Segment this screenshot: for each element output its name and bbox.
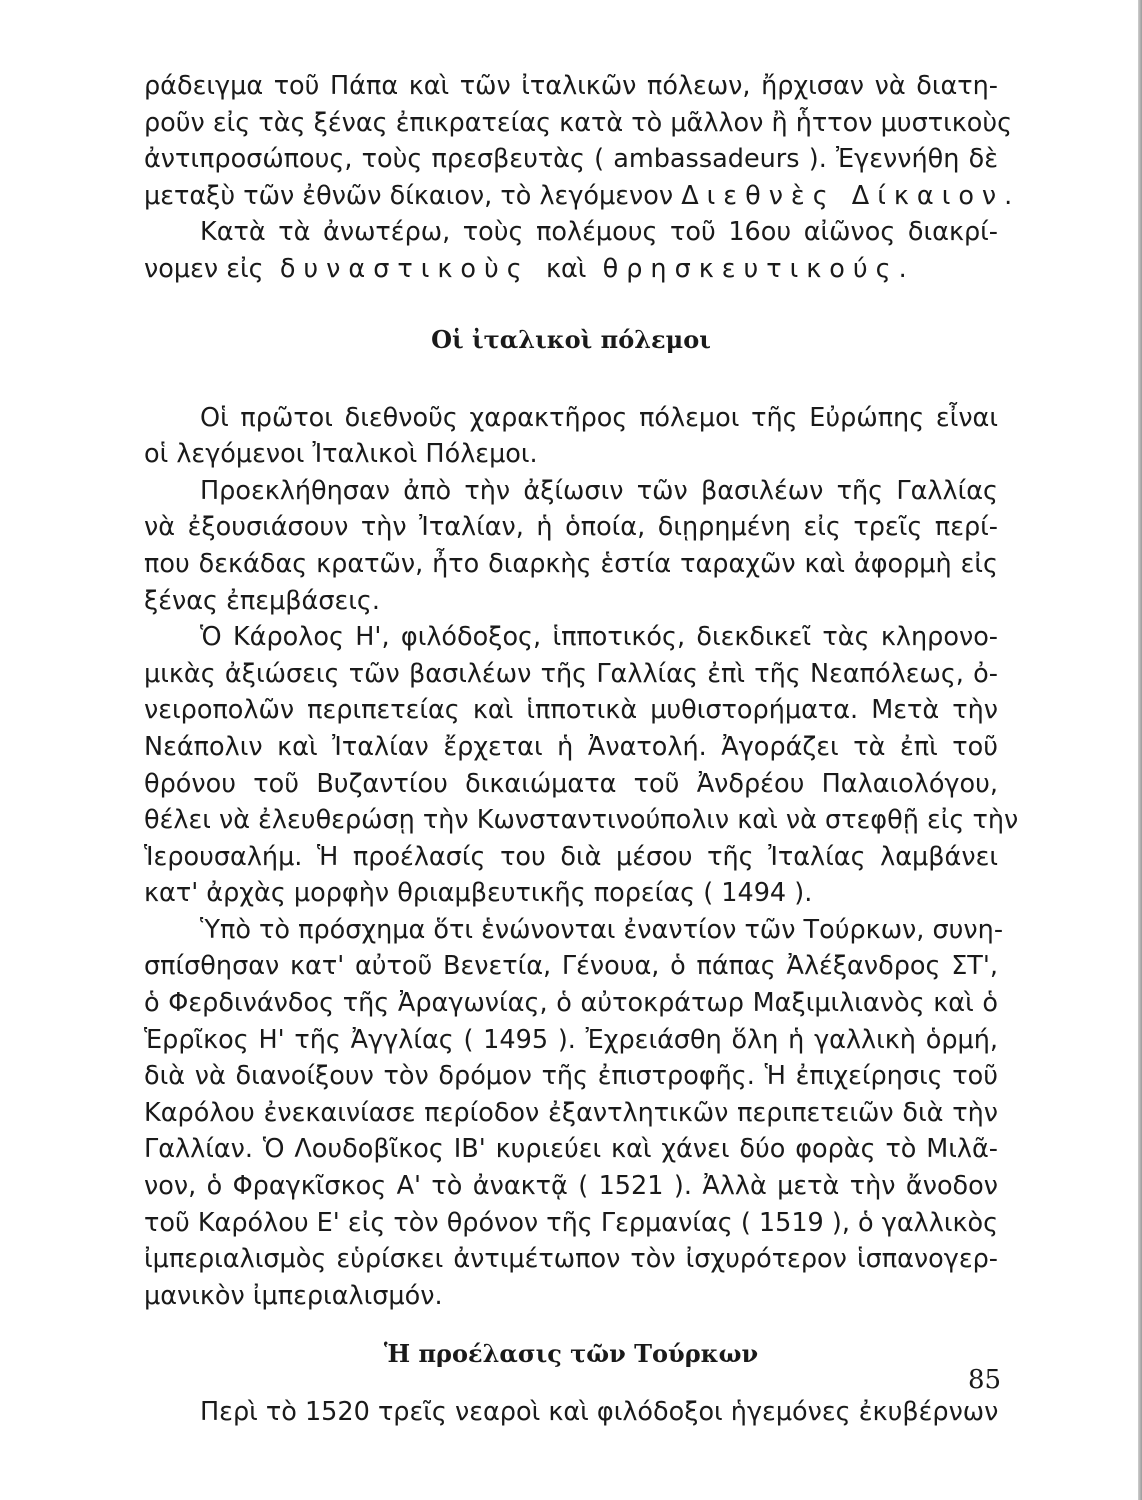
- text-line: μικὰς ἀξιώσεις τῶν βασιλέων τῆς Γαλλίας ἐπὶ τῆς Νεαπόλεως, ὀ-: [144, 658, 998, 689]
- spaced-term: θρησκευτικούς.: [602, 253, 915, 284]
- text-line: Οἱ πρῶτοι διεθνοῦς χαρακτῆρος πόλεμοι τῆς Εὐρώπης εἶναι: [200, 402, 998, 433]
- text-line: ξένας ἐπεμβάσεις.: [144, 585, 380, 616]
- text-line: Κατὰ τὰ ἀνωτέρω, τοὺς πολέμους τοῦ 16ου αἰῶνος διακρί-: [200, 217, 998, 248]
- text-line-prefix: νομεν εἰς: [144, 253, 264, 284]
- text-line: νειροπολῶν περιπετείας καὶ ἱπποτικὰ μυθιστορήματα. Μετὰ τὴν: [144, 695, 998, 726]
- section-heading: Οἱ ἰταλικοὶ πόλεμοι: [431, 324, 711, 354]
- text-line: νον, ὁ Φραγκῖσκος Α' τὸ ἀνακτᾷ ( 1521 ). Ἀλλὰ μετὰ τὴν ἄνοδον: [144, 1171, 998, 1202]
- text-line: ἀντιπροσώπους, τοὺς πρεσβευτὰς ( ambassadeurs ). Ἐγεννήθη δὲ: [144, 144, 998, 175]
- text-line: που δεκάδας κρατῶν, ἦτο διαρκὴς ἑστία ταραχῶν καὶ ἀφορμὴ εἰς: [144, 548, 998, 579]
- text-line: κατ' ἀρχὰς μορφὴν θριαμβευτικῆς πορείας ( 1494 ).: [144, 878, 813, 909]
- text-line: ἰμπεριαλισμὸς εὑρίσκει ἀντιμέτωπον τὸν ἰσχυρότερον ἱσπανογερ-: [144, 1244, 998, 1275]
- page-number: 85: [968, 1365, 1002, 1395]
- text-line: Καρόλου ἐνεκαινίασε περίοδον ἐξαντλητικῶν περιπετειῶν διὰ τὴν: [144, 1097, 998, 1128]
- text-line: [144, 178, 1021, 215]
- spaced-term: Διεθνὲς Δίκαιον.: [681, 180, 1021, 211]
- text-line: Περὶ τὸ 1520 τρεῖς νεαροὶ καὶ φιλόδοξοι ἡγεμόνες ἐκυβέρνων: [200, 1397, 999, 1428]
- text-line: Ἱερουσαλήμ. Ἡ προέλασίς του διὰ μέσου τῆς Ἰταλίας λαμβάνει: [144, 841, 998, 872]
- text-line: Γαλλίαν. Ὁ Λουδοβῖκος ΙΒ' κυριεύει καὶ χάνει δύο φορὰς τὸ Μιλᾶ-: [144, 1134, 998, 1165]
- text-line: ράδειγμα τοῦ Πάπα καὶ τῶν ἰταλικῶν πόλεων, ἤρχισαν νὰ διατη-: [144, 71, 998, 101]
- spaced-term: δυναστικοὺς: [279, 253, 530, 284]
- text-line: μανικὸν ἰμπεριαλισμόν.: [144, 1280, 443, 1311]
- text-line: θέλει νὰ ἐλευθερώσῃ τὴν Κωνσταντινούπολιν καὶ νὰ στεφθῇ εἰς τὴν: [144, 805, 1019, 836]
- text-line: [144, 251, 998, 288]
- text-line: Ὁ Κάρολος Η', φιλόδοξος, ἱπποτικός, διεκδικεῖ τὰς κληρονο-: [200, 622, 998, 653]
- section-heading: Ἡ προέλασις τῶν Τούρκων: [383, 1339, 759, 1369]
- page-text: [144, 68, 1021, 1431]
- text-line: νὰ ἐξουσιάσουν τὴν Ἰταλίαν, ἡ ὁποία, διῃρημένη εἰς τρεῖς περί-: [144, 512, 998, 543]
- text-line: ὁ Φερδινάνδος τῆς Ἀραγωνίας, ὁ αὐτοκράτωρ Μαξιμιλιανὸς καὶ ὁ: [144, 988, 998, 1019]
- text-line: διὰ νὰ διανοίξουν τὸν δρόμον τῆς ἐπιστροφῆς. Ἡ ἐπιχείρησις τοῦ: [144, 1061, 998, 1092]
- text-line: θρόνου τοῦ Βυζαντίου δικαιώματα τοῦ Ἀνδρέου Παλαιολόγου,: [144, 768, 998, 799]
- text-line-prefix: μεταξὺ τῶν ἐθνῶν δίκαιον, τὸ λεγόμενον: [144, 180, 674, 211]
- text-line: Ἑρρῖκος Η' τῆς Ἀγγλίας ( 1495 ). Ἐχρειάσθη ὅλη ἡ γαλλικὴ ὁρμή,: [144, 1024, 998, 1055]
- text-line: σπίσθησαν κατ' αὐτοῦ Βενετία, Γένουα, ὁ πάπας Ἀλέξανδρος ΣΤ',: [144, 951, 998, 982]
- page-edge: [1138, 0, 1142, 1500]
- text-line: τοῦ Καρόλου Ε' εἰς τὸν θρόνον τῆς Γερμανίας ( 1519 ), ὁ γαλλικὸς: [144, 1207, 999, 1238]
- text-line: Ὑπὸ τὸ πρόσχημα ὅτι ἑνώνονται ἐναντίον τῶν Τούρκων, συνη-: [200, 914, 1004, 945]
- text-line-mid: καὶ: [545, 253, 587, 284]
- text-line: ροῦν εἰς τὰς ξένας ἐπικρατείας κατὰ τὸ μᾶλλον ἢ ἧττον μυστικοὺς: [144, 107, 1013, 138]
- text-line: οἱ λεγόμενοι Ἰταλικοὶ Πόλεμοι.: [144, 439, 538, 470]
- text-line: Προεκλήθησαν ἀπὸ τὴν ἀξίωσιν τῶν βασιλέων τῆς Γαλλίας: [200, 475, 998, 506]
- text-line: Νεάπολιν καὶ Ἰταλίαν ἔρχεται ἡ Ἀνατολή. Ἀγοράζει τὰ ἐπὶ τοῦ: [144, 731, 998, 762]
